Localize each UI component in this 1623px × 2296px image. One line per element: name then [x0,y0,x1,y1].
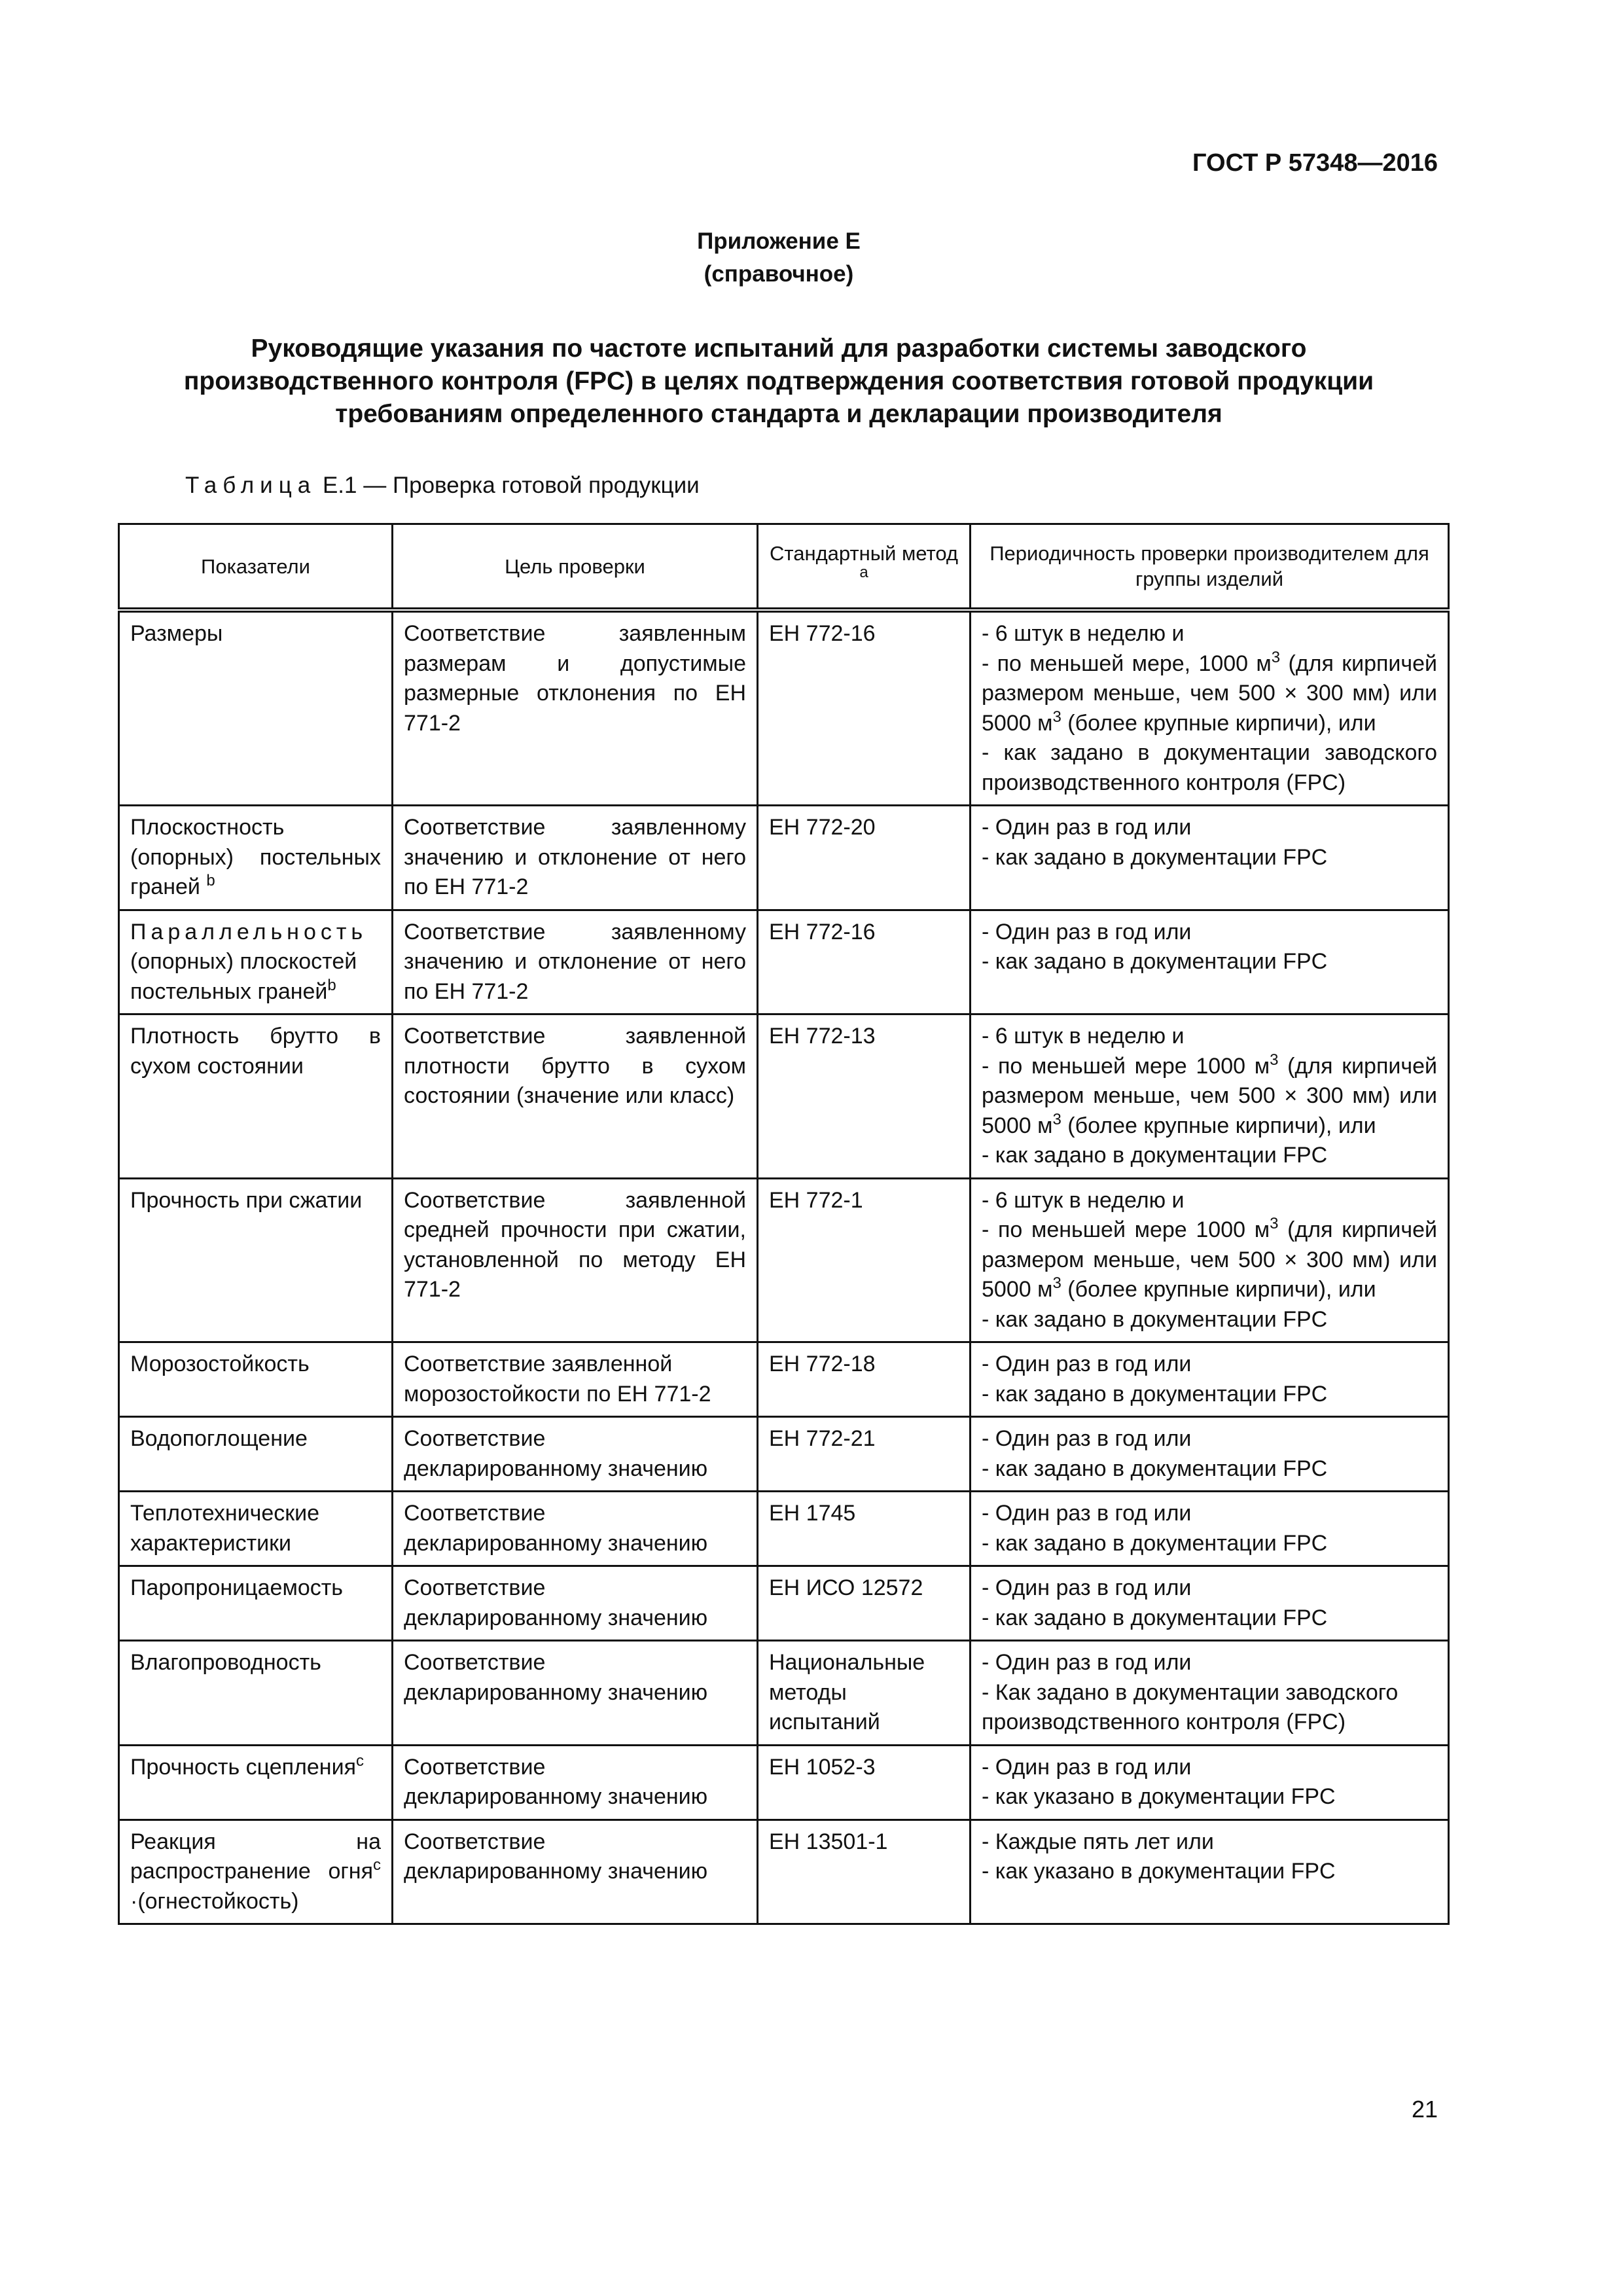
table-row [119,610,1449,806]
header-frequency: Периодичность проверки производителем для группы изделий [971,524,1449,611]
table-row [119,1342,1449,1417]
indicator-cell: Прочность при сжатии [119,1178,393,1342]
table-row [119,806,1449,910]
indicator-cell: Паропроницаемость [119,1566,393,1641]
footnote-mark: c [373,1856,381,1874]
frequency-cell: - 6 штук в неделю и - по меньшей мере 1000 $м^3$ (для кирпичей размером меньше, чем 500 × 300 мм) или 5000 $м^3$ (более крупные кирпичи), или - как задано в документации FPC [971,1178,1449,1342]
frequency-cell: - 6 штук в неделю и - по меньшей мере 1000 $м^3$ (для кирпичей размером меньше, чем 500 × 300 мм) или 5000 $м^3$ (более крупные кирпичи), или - как задано в документации FPC [971,1014,1449,1179]
table-row [119,1492,1449,1566]
method-cell: ЕН 772-13 [758,1014,971,1179]
method-cell: ЕН 772-1 [758,1178,971,1342]
footnote-mark: c [355,1751,364,1770]
appendix-heading [0,225,1558,291]
indicator-cell: Морозостойкость [119,1342,393,1417]
main-title-line: требованиям определенного стандарта и декларации производителя [335,400,1222,428]
purpose-cell: Соответствие заявленному значению и отклонение от него по ЕН 771-2 [393,910,758,1014]
frequency-cell: - Один раз в год или - как задано в документации FPC [971,1492,1449,1566]
frequency-cell: - Один раз в год или - как задано в документации FPC [971,1566,1449,1641]
method-cell: ЕН 772-16 [758,910,971,1014]
document-code: ГОСТ Р 57348—2016 [1192,149,1438,177]
purpose-cell: Соответствие заявленному значению и отклонение от него по ЕН 771-2 [393,806,758,910]
method-cell: ЕН ИСО 12572 [758,1566,971,1641]
frequency-cell: - Один раз в год или - Как задано в документации заводского производственного контроля (FPC) [971,1641,1449,1746]
table-row [119,1566,1449,1641]
purpose-cell: Соответствие заявленным размерам и допустимые размерные отклонения по ЕН 771-2 [393,610,758,806]
table-row [119,1745,1449,1820]
method-cell: ЕН 772-16 [758,610,971,806]
main-title [98,332,1459,431]
header-indicators: Показатели [119,524,393,611]
header-method: Стандартный метод $^a$ [758,524,971,611]
table-caption-text: Е.1 — Проверка готовой продукции [316,473,700,498]
method-cell: Национальные методы испытаний [758,1641,971,1746]
purpose-cell: Соответствие декларированному значению [393,1745,758,1820]
header-purpose: Цель проверки [393,524,758,611]
method-cell: ЕН 772-18 [758,1342,971,1417]
purpose-cell: Соответствие заявленной средней прочности при сжатии, установленной по методу ЕН 771-2 [393,1178,758,1342]
table-caption-label: Таблица [185,473,317,498]
method-cell: ЕН 1052-3 [758,1745,971,1820]
table-row [119,1014,1449,1179]
frequency-cell: - Один раз в год или - как задано в документации FPC [971,1342,1449,1417]
frequency-cell: - 6 штук в неделю и - по меньшей мере, 1000 $м^3$ (для кирпичей размером меньше, чем 500 × 300 мм) или 5000 $м^3$ (более крупные кирпичи), или - как задано в документации заводского производственного контроля (FPC) [971,610,1449,806]
indicator-cell: Влагопроводность [119,1641,393,1746]
indicator-cell: Реакция на распространение огня$^c$ ·(огнестойкость) [119,1820,393,1924]
page-number: 21 [1411,2096,1438,2123]
table-row [119,1178,1449,1342]
indicator-cell: Прочность сцепления$^c$ [119,1745,393,1820]
indicator-cell: Водопоглощение [119,1417,393,1492]
footnote-mark: b [206,872,215,889]
table-row [119,1641,1449,1746]
appendix-kind: (справочное) [704,261,854,287]
indicator-cell: Размеры [119,610,393,806]
frequency-cell: - Один раз в год или - как указано в документации FPC [971,1745,1449,1820]
indicator-cell: Плоскостность (опорных) постельных граней $^b$ [119,806,393,910]
footnote-mark: b [327,976,336,994]
table-header-row [119,524,1449,611]
purpose-cell: Соответствие декларированному значению [393,1566,758,1641]
main-title-line: Руководящие указания по частоте испытаний для разработки системы заводского [251,334,1307,363]
main-title-line: производственного контроля (FPC) в целях подтверждения соответствия готовой продукции [183,367,1374,395]
indicator-cell: Теплотехнические характеристики [119,1492,393,1566]
table-row [119,1820,1449,1924]
purpose-cell: Соответствие декларированному значению [393,1492,758,1566]
table-row [119,1417,1449,1492]
frequency-cell: - Каждые пять лет или - как указано в документации FPC [971,1820,1449,1924]
purpose-cell: Соответствие декларированному значению [393,1417,758,1492]
footnote-mark: a [859,564,868,581]
method-cell: ЕН 772-21 [758,1417,971,1492]
frequency-cell: - Один раз в год или - как задано в документации FPC [971,806,1449,910]
appendix-title: Приложение Е [697,228,861,254]
method-cell: ЕН 1745 [758,1492,971,1566]
table-row [119,910,1449,1014]
indicator-cell: Параллельность (опорных) плоскостей постельных граней$^b$ [119,910,393,1014]
purpose-cell: Соответствие декларированному значению [393,1820,758,1924]
purpose-cell: Соответствие заявленной морозостойкости по ЕН 771-2 [393,1342,758,1417]
purpose-cell: Соответствие декларированному значению [393,1641,758,1746]
product-inspection-table [118,523,1450,1925]
purpose-cell: Соответствие заявленной плотности брутто в сухом состоянии (значение или класс) [393,1014,758,1179]
indicator-cell: Плотность брутто в сухом состоянии [119,1014,393,1179]
method-cell: ЕН 13501-1 [758,1820,971,1924]
frequency-cell: - Один раз в год или - как задано в документации FPC [971,1417,1449,1492]
method-cell: ЕН 772-20 [758,806,971,910]
table-caption [185,473,700,499]
frequency-cell: - Один раз в год или - как задано в документации FPC [971,910,1449,1014]
